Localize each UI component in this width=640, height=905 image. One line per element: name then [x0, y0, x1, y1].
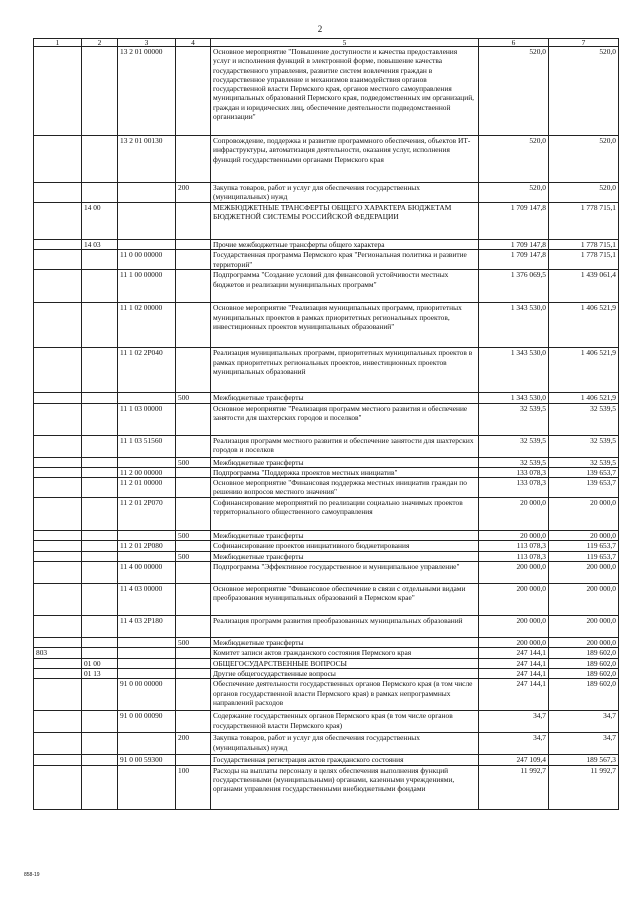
- ministry-code-cell: [34, 531, 82, 541]
- item-name-cell: Основное мероприятие "Повышение доступности и качества предоставления услуг и исполнения функций в электронной форме, повышение качества государственного управления, развитие систем вовлечения граждан в государственное управление и механизмов взаимодействия органов государственной власти Пермского края, органов местного самоуправления муниципальных образований Пермского края, подведомственных им организаций, граждан и юридических лиц, обеспечение деятельности подведомственной организации": [211, 47, 479, 136]
- amount-year1-cell: 113 078,3: [479, 541, 549, 551]
- table-row: [34, 136, 619, 183]
- target-article-cell: 91 0 00 00090: [118, 711, 176, 733]
- amount-year2-cell: 34,7: [549, 733, 619, 755]
- table-row: [34, 668, 619, 678]
- target-article-cell: 11 1 02 00000: [118, 303, 176, 348]
- amount-year1-cell: 247 144,1: [479, 648, 549, 658]
- item-name-cell: Расходы на выплаты персоналу в целях обеспечения выполнения функций государственными (муниципальными) органами, казенными учреждениями, органами управления государственными внебюджетными фондами: [211, 765, 479, 809]
- ministry-code-cell: [34, 348, 82, 393]
- item-name-cell: ОБЩЕГОСУДАРСТВЕННЫЕ ВОПРОСЫ: [211, 658, 479, 668]
- target-article-cell: [118, 733, 176, 755]
- amount-year1-cell: 1 709 147,8: [479, 203, 549, 240]
- target-article-cell: 11 1 03 00000: [118, 403, 176, 435]
- item-name-cell: Подпрограмма "Поддержка проектов местных инициатив": [211, 467, 479, 477]
- target-article-cell: 11 2 01 2Р070: [118, 498, 176, 531]
- table-row: [34, 435, 619, 457]
- item-name-cell: Межбюджетные трансферты: [211, 638, 479, 648]
- ministry-code-cell: [34, 467, 82, 477]
- expense-type-cell: [176, 711, 211, 733]
- target-article-cell: [118, 638, 176, 648]
- amount-year2-cell: 32 539,5: [549, 403, 619, 435]
- amount-year1-cell: 1 343 530,0: [479, 393, 549, 403]
- expense-type-cell: [176, 348, 211, 393]
- expense-type-cell: [176, 303, 211, 348]
- item-name-cell: Основное мероприятие "Реализация муниципальных программ, приоритетных муниципальных проектов в рамках приоритетных региональных проектов, инвестиционных проектов муниципальных образований": [211, 303, 479, 348]
- target-article-cell: 11 1 02 2Р040: [118, 348, 176, 393]
- target-article-cell: 13 2 01 00000: [118, 47, 176, 136]
- ministry-code-cell: [34, 498, 82, 531]
- section-code-cell: [82, 348, 118, 393]
- amount-year1-cell: 1 709 147,8: [479, 250, 549, 270]
- amount-year2-cell: 1 406 521,9: [549, 303, 619, 348]
- expense-type-cell: [176, 240, 211, 250]
- expense-type-cell: 200: [176, 183, 211, 203]
- amount-year2-cell: 139 653,7: [549, 478, 619, 498]
- item-name-cell: МЕЖБЮДЖЕТНЫЕ ТРАНСФЕРТЫ ОБЩЕГО ХАРАКТЕРА БЮДЖЕТАМ БЮДЖЕТНОЙ СИСТЕМЫ РОССИЙСКОЙ ФЕДЕРАЦИИ: [211, 203, 479, 240]
- column-header: 6: [479, 39, 549, 47]
- expense-type-cell: 200: [176, 733, 211, 755]
- target-article-cell: 11 1 03 51560: [118, 435, 176, 457]
- item-name-cell: Основное мероприятие "Финансовое обеспечение в связи с отдельными видами преобразования муниципальных образований в Пермском крае": [211, 584, 479, 616]
- amount-year2-cell: 119 653,7: [549, 551, 619, 561]
- ministry-code-cell: [34, 638, 82, 648]
- column-header: 7: [549, 39, 619, 47]
- section-code-cell: [82, 136, 118, 183]
- amount-year1-cell: 11 992,7: [479, 765, 549, 809]
- target-article-cell: 11 2 01 00000: [118, 478, 176, 498]
- amount-year1-cell: 520,0: [479, 183, 549, 203]
- amount-year2-cell: 520,0: [549, 47, 619, 136]
- target-article-cell: [118, 457, 176, 467]
- amount-year2-cell: 1 406 521,9: [549, 393, 619, 403]
- ministry-code-cell: [34, 658, 82, 668]
- target-article-cell: [118, 551, 176, 561]
- target-article-cell: 11 4 00 00000: [118, 562, 176, 584]
- expense-type-cell: [176, 648, 211, 658]
- table-row: [34, 393, 619, 403]
- section-code-cell: 14 03: [82, 240, 118, 250]
- ministry-code-cell: [34, 136, 82, 183]
- table-row: [34, 551, 619, 561]
- expense-type-cell: 100: [176, 765, 211, 809]
- item-name-cell: Межбюджетные трансферты: [211, 393, 479, 403]
- expense-type-cell: [176, 616, 211, 638]
- amount-year1-cell: 34,7: [479, 711, 549, 733]
- amount-year2-cell: 189 602,0: [549, 668, 619, 678]
- section-code-cell: [82, 183, 118, 203]
- ministry-code-cell: [34, 393, 82, 403]
- ministry-code-cell: 803: [34, 648, 82, 658]
- expense-type-cell: [176, 668, 211, 678]
- section-code-cell: 01 13: [82, 668, 118, 678]
- amount-year1-cell: 113 078,3: [479, 551, 549, 561]
- ministry-code-cell: [34, 303, 82, 348]
- ministry-code-cell: [34, 668, 82, 678]
- amount-year2-cell: 1 439 061,4: [549, 270, 619, 303]
- ministry-code-cell: [34, 551, 82, 561]
- expense-type-cell: [176, 250, 211, 270]
- table-row: [34, 733, 619, 755]
- amount-year1-cell: 200 000,0: [479, 584, 549, 616]
- amount-year2-cell: 1 406 521,9: [549, 348, 619, 393]
- amount-year1-cell: 1 709 147,8: [479, 240, 549, 250]
- amount-year2-cell: 32 539,5: [549, 457, 619, 467]
- table-row: [34, 765, 619, 809]
- expense-type-cell: 500: [176, 638, 211, 648]
- target-article-cell: [118, 393, 176, 403]
- table-row: [34, 467, 619, 477]
- item-name-cell: Межбюджетные трансферты: [211, 551, 479, 561]
- target-article-cell: 91 0 00 00000: [118, 679, 176, 711]
- section-code-cell: [82, 303, 118, 348]
- expense-type-cell: 500: [176, 393, 211, 403]
- section-code-cell: [82, 435, 118, 457]
- target-article-cell: 11 4 03 00000: [118, 584, 176, 616]
- amount-year2-cell: 20 000,0: [549, 498, 619, 531]
- amount-year1-cell: 200 000,0: [479, 616, 549, 638]
- amount-year2-cell: 1 778 715,1: [549, 250, 619, 270]
- table-row: [34, 348, 619, 393]
- ministry-code-cell: [34, 403, 82, 435]
- expense-type-cell: [176, 467, 211, 477]
- amount-year1-cell: 133 078,3: [479, 478, 549, 498]
- item-name-cell: Прочие межбюджетные трансферты общего характера: [211, 240, 479, 250]
- expense-type-cell: [176, 203, 211, 240]
- item-name-cell: Межбюджетные трансферты: [211, 531, 479, 541]
- ministry-code-cell: [34, 203, 82, 240]
- section-code-cell: [82, 755, 118, 765]
- section-code-cell: 14 00: [82, 203, 118, 240]
- expense-type-cell: [176, 658, 211, 668]
- amount-year1-cell: 247 109,4: [479, 755, 549, 765]
- section-code-cell: [82, 616, 118, 638]
- ministry-code-cell: [34, 240, 82, 250]
- table-row: [34, 638, 619, 648]
- expense-type-cell: [176, 562, 211, 584]
- column-header: 4: [176, 39, 211, 47]
- target-article-cell: [118, 183, 176, 203]
- section-code-cell: [82, 648, 118, 658]
- amount-year2-cell: 189 567,3: [549, 755, 619, 765]
- item-name-cell: Софинансирование проектов инициативного бюджетирования: [211, 541, 479, 551]
- target-article-cell: [118, 240, 176, 250]
- ministry-code-cell: [34, 183, 82, 203]
- item-name-cell: Реализация программ развития преобразованных муниципальных образований: [211, 616, 479, 638]
- section-code-cell: [82, 638, 118, 648]
- section-code-cell: [82, 270, 118, 303]
- table-row: [34, 240, 619, 250]
- expense-type-cell: [176, 498, 211, 531]
- section-code-cell: [82, 403, 118, 435]
- expense-type-cell: [176, 47, 211, 136]
- target-article-cell: 11 2 01 2Р080: [118, 541, 176, 551]
- table-row: [34, 562, 619, 584]
- column-header: 2: [82, 39, 118, 47]
- amount-year1-cell: 20 000,0: [479, 498, 549, 531]
- footer-code: 858-19: [24, 872, 40, 878]
- table-row: [34, 457, 619, 467]
- amount-year1-cell: 1 343 530,0: [479, 348, 549, 393]
- item-name-cell: Содержание государственных органов Пермского края (в том числе органов государственной власти Пермского края): [211, 711, 479, 733]
- table-row: [34, 648, 619, 658]
- item-name-cell: Комитет записи актов гражданского состояния Пермского края: [211, 648, 479, 658]
- amount-year1-cell: 34,7: [479, 733, 549, 755]
- section-code-cell: [82, 467, 118, 477]
- item-name-cell: Реализация муниципальных программ, приоритетных муниципальных проектов в рамках приоритетных региональных проектов, инвестиционных проектов муниципальных образований: [211, 348, 479, 393]
- amount-year1-cell: 133 078,3: [479, 467, 549, 477]
- table-body: [34, 47, 619, 810]
- amount-year1-cell: 200 000,0: [479, 562, 549, 584]
- ministry-code-cell: [34, 562, 82, 584]
- item-name-cell: Основное мероприятие "Финансовая поддержка местных инициатив граждан по решению вопросов местного значения": [211, 478, 479, 498]
- table-row: [34, 183, 619, 203]
- table-row: [34, 711, 619, 733]
- section-code-cell: [82, 765, 118, 809]
- table-row: [34, 303, 619, 348]
- target-article-cell: [118, 203, 176, 240]
- amount-year1-cell: 32 539,5: [479, 435, 549, 457]
- table-row: [34, 658, 619, 668]
- section-code-cell: [82, 541, 118, 551]
- ministry-code-cell: [34, 457, 82, 467]
- expense-type-cell: [176, 584, 211, 616]
- target-article-cell: [118, 531, 176, 541]
- budget-table: [33, 38, 619, 810]
- amount-year1-cell: 1 376 069,5: [479, 270, 549, 303]
- section-code-cell: [82, 393, 118, 403]
- section-code-cell: [82, 531, 118, 541]
- amount-year2-cell: 11 992,7: [549, 765, 619, 809]
- amount-year2-cell: 200 000,0: [549, 638, 619, 648]
- item-name-cell: Закупка товаров, работ и услуг для обеспечения государственных (муниципальных) нужд: [211, 733, 479, 755]
- item-name-cell: Основное мероприятие "Реализация программ местного развития и обеспечение занятости для шахтерских городов и поселков": [211, 403, 479, 435]
- table-row: [34, 679, 619, 711]
- amount-year2-cell: 32 539,5: [549, 435, 619, 457]
- table-row: [34, 616, 619, 638]
- expense-type-cell: 500: [176, 531, 211, 541]
- table-row: [34, 755, 619, 765]
- expense-type-cell: [176, 478, 211, 498]
- section-code-cell: [82, 679, 118, 711]
- target-article-cell: 11 0 00 00000: [118, 250, 176, 270]
- target-article-cell: 13 2 01 00130: [118, 136, 176, 183]
- ministry-code-cell: [34, 679, 82, 711]
- amount-year1-cell: 247 144,1: [479, 679, 549, 711]
- table-row: [34, 250, 619, 270]
- table-row: [34, 584, 619, 616]
- column-header: 5: [211, 39, 479, 47]
- expense-type-cell: 500: [176, 457, 211, 467]
- amount-year2-cell: 1 778 715,1: [549, 203, 619, 240]
- expense-type-cell: [176, 435, 211, 457]
- ministry-code-cell: [34, 616, 82, 638]
- amount-year1-cell: 32 539,5: [479, 457, 549, 467]
- section-code-cell: [82, 47, 118, 136]
- target-article-cell: 11 4 03 2Р180: [118, 616, 176, 638]
- section-code-cell: [82, 551, 118, 561]
- amount-year1-cell: 247 144,1: [479, 668, 549, 678]
- item-name-cell: Закупка товаров, работ и услуг для обеспечения государственных (муниципальных) нужд: [211, 183, 479, 203]
- amount-year1-cell: 20 000,0: [479, 531, 549, 541]
- table-row: [34, 498, 619, 531]
- target-article-cell: 91 0 00 59300: [118, 755, 176, 765]
- table-row: [34, 47, 619, 136]
- amount-year2-cell: 1 778 715,1: [549, 240, 619, 250]
- expense-type-cell: 500: [176, 551, 211, 561]
- target-article-cell: [118, 668, 176, 678]
- item-name-cell: Другие общегосударственные вопросы: [211, 668, 479, 678]
- item-name-cell: Государственная программа Пермского края "Региональная политика и развитие территорий": [211, 250, 479, 270]
- section-code-cell: 01 00: [82, 658, 118, 668]
- item-name-cell: Подпрограмма "Создание условий для финансовой устойчивости местных бюджетов и реализации муниципальных программ": [211, 270, 479, 303]
- ministry-code-cell: [34, 47, 82, 136]
- column-header: 3: [118, 39, 176, 47]
- section-code-cell: [82, 250, 118, 270]
- expense-type-cell: [176, 270, 211, 303]
- ministry-code-cell: [34, 755, 82, 765]
- amount-year2-cell: 520,0: [549, 183, 619, 203]
- ministry-code-cell: [34, 270, 82, 303]
- item-name-cell: Межбюджетные трансферты: [211, 457, 479, 467]
- table-row: [34, 541, 619, 551]
- amount-year2-cell: 119 653,7: [549, 541, 619, 551]
- amount-year2-cell: 200 000,0: [549, 616, 619, 638]
- section-code-cell: [82, 498, 118, 531]
- item-name-cell: Софинансирование мероприятий по реализации социально значимых проектов территориального общественного самоуправления: [211, 498, 479, 531]
- ministry-code-cell: [34, 733, 82, 755]
- ministry-code-cell: [34, 584, 82, 616]
- section-code-cell: [82, 733, 118, 755]
- section-code-cell: [82, 562, 118, 584]
- amount-year1-cell: 32 539,5: [479, 403, 549, 435]
- item-name-cell: Государственная регистрация актов гражданского состояния: [211, 755, 479, 765]
- ministry-code-cell: [34, 250, 82, 270]
- amount-year1-cell: 520,0: [479, 136, 549, 183]
- ministry-code-cell: [34, 435, 82, 457]
- expense-type-cell: [176, 755, 211, 765]
- amount-year2-cell: 200 000,0: [549, 584, 619, 616]
- expense-type-cell: [176, 403, 211, 435]
- ministry-code-cell: [34, 711, 82, 733]
- ministry-code-cell: [34, 541, 82, 551]
- ministry-code-cell: [34, 765, 82, 809]
- item-name-cell: Реализация программ местного развития и обеспечение занятости для шахтерских городов и поселков: [211, 435, 479, 457]
- table-row: [34, 478, 619, 498]
- amount-year2-cell: 189 602,0: [549, 648, 619, 658]
- table-row: [34, 403, 619, 435]
- amount-year1-cell: 200 000,0: [479, 638, 549, 648]
- amount-year2-cell: 189 602,0: [549, 679, 619, 711]
- expense-type-cell: [176, 541, 211, 551]
- amount-year1-cell: 1 343 530,0: [479, 303, 549, 348]
- section-code-cell: [82, 584, 118, 616]
- column-header: 1: [34, 39, 82, 47]
- amount-year2-cell: 139 653,7: [549, 467, 619, 477]
- amount-year2-cell: 189 602,0: [549, 658, 619, 668]
- table-row: [34, 531, 619, 541]
- target-article-cell: 11 2 00 00000: [118, 467, 176, 477]
- item-name-cell: Обеспечение деятельности государственных органов Пермского края (в том числе органов государственной власти Пермского края) в рамках непрограммных направлений расходов: [211, 679, 479, 711]
- section-code-cell: [82, 711, 118, 733]
- target-article-cell: [118, 765, 176, 809]
- amount-year1-cell: 520,0: [479, 47, 549, 136]
- amount-year2-cell: 20 000,0: [549, 531, 619, 541]
- expense-type-cell: [176, 679, 211, 711]
- table-header-row: [34, 39, 619, 47]
- ministry-code-cell: [34, 478, 82, 498]
- amount-year2-cell: 34,7: [549, 711, 619, 733]
- section-code-cell: [82, 478, 118, 498]
- amount-year2-cell: 520,0: [549, 136, 619, 183]
- target-article-cell: [118, 648, 176, 658]
- target-article-cell: 11 1 00 00000: [118, 270, 176, 303]
- item-name-cell: Подпрограмма "Эффективное государственное и муниципальное управление": [211, 562, 479, 584]
- expense-type-cell: [176, 136, 211, 183]
- amount-year1-cell: 247 144,1: [479, 658, 549, 668]
- table-row: [34, 203, 619, 240]
- target-article-cell: [118, 658, 176, 668]
- page-number: 2: [317, 24, 323, 34]
- amount-year2-cell: 200 000,0: [549, 562, 619, 584]
- table-row: [34, 270, 619, 303]
- section-code-cell: [82, 457, 118, 467]
- item-name-cell: Сопровождение, поддержка и развитие программного обеспечения, объектов ИТ-инфраструктуры, автоматизация деятельности, оказания услуг, исполнения функций государственными органами Пермского края: [211, 136, 479, 183]
